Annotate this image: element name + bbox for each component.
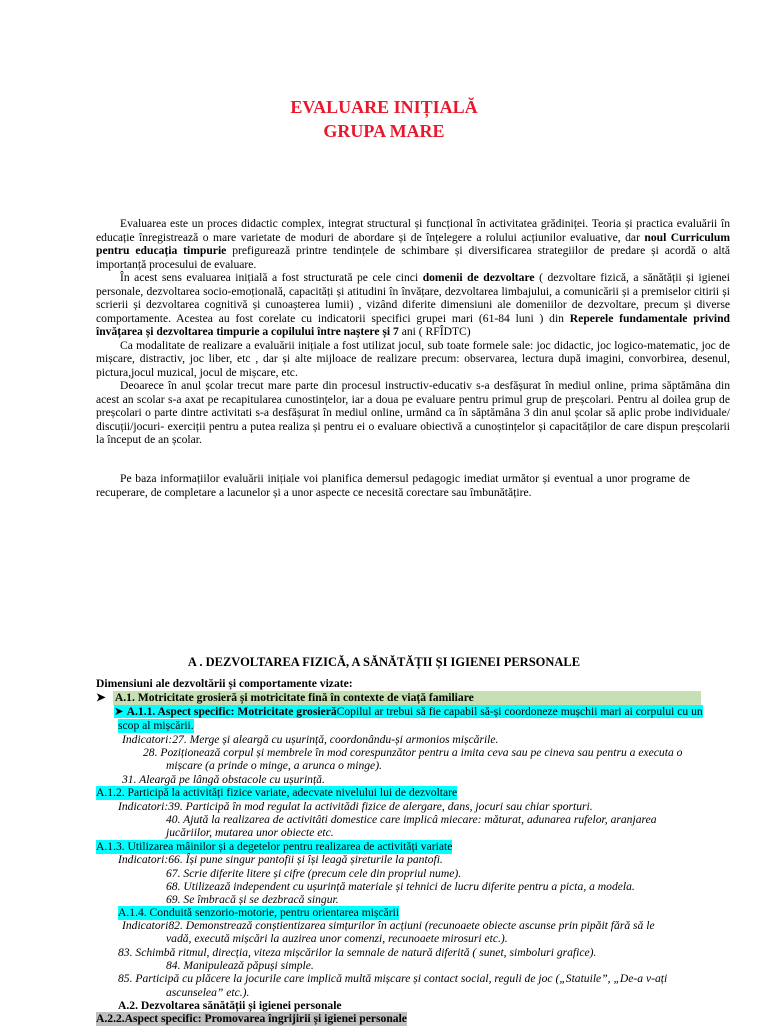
- item-a13: A.1.3. Utilizarea mâinilor și a degetelor pentru realizarea de activități variate: [96, 840, 453, 853]
- item-a22: A.2.2.Aspect specific: Promovarea îngrijirii și igienei personale: [96, 1012, 407, 1025]
- intro-block: [96, 217, 730, 447]
- document-title-line-2: GRUPA MARE: [323, 121, 445, 141]
- indicator-27: Indicatori:27. Merge și aleargă cu ușurință, coordonându-și armonios mișcările.: [122, 733, 499, 746]
- indicator-39: Indicatori:39. Participă în mod regulat la activitădi fizice de alergare, dans, jocuri sau chiar sporturi.: [118, 800, 593, 813]
- intro-p1-text-end: prefigurează printre tendințele de schimbare și diversificarea strategiilor de predare și acordă o altă importanță procesului de evaluare.: [96, 244, 731, 271]
- intro-paragraph-5: Pe baza informațiilor evaluării inițiale voi planifica demersul pedagogic imediat următor și eventual a unor programe de recuperare, de completare a lacunelor și a unor aspecte ce necesită corectare sau îmbunătățire.: [96, 472, 690, 499]
- indicator-68: 68. Utilizează independent cu ușurință materiale și tehnici de lucru diferite pentru a picta, a modela.: [166, 880, 635, 893]
- item-a1-label: A.1. Motricitate grosieră și motricitate fină în contexte de viață familiare: [113, 691, 701, 705]
- arrow-bullet-icon: ➤: [96, 691, 106, 704]
- item-a11-cont: scop al mișcării.: [118, 719, 194, 732]
- intro-paragraph-1: [96, 217, 730, 271]
- item-a11-text: Copilul ar trebui să fie capabil să-și coordoneze mușchii mari ai corpului cu un: [336, 705, 703, 718]
- indicator-28-cont: mișcare (a prinde o minge, a arunca o minge).: [166, 759, 382, 772]
- indicator-40: 40. Ajută la realizarea de activitâti domestice care implicâ miecare: măturat, adunarea rufelor, aranjarea: [166, 813, 657, 826]
- indicator-85-cont: ascunselea” etc.).: [166, 986, 250, 999]
- section-heading: A . DEZVOLTAREA FIZICĂ, A SĂNĂTĂȚII ȘI IGIENEI PERSONALE: [187, 655, 581, 669]
- intro-p2-text-end: ani ( RFÎDTC): [398, 325, 471, 338]
- dimensions-label: Dimensiuni ale dezvoltării și comportamente vizate:: [96, 677, 353, 690]
- indicator-69: 69. Se îmbracă și se dezbracă singur.: [166, 893, 339, 906]
- item-a2: A.2. Dezvoltarea sănătății și igienei personale: [118, 999, 342, 1012]
- document-title-line-1: EVALUARE INIȚIALĂ: [290, 97, 478, 117]
- arrow-bullet-icon: ➤: [114, 705, 127, 718]
- indicator-67: 67. Scrie diferite litere și cifre (precum cele din propriul nume).: [166, 867, 462, 880]
- indicator-83: 83. Schimbă ritmul, direcția, viteza mișcărilor la semnale de natură diferită ( sunet, simboluri grafice).: [118, 946, 597, 959]
- indicator-85: 85. Participă cu plăcere la jocurile care implică multă mișcare și contact social, reguli de joc („Statuile”, „De-a v-ați: [118, 972, 668, 985]
- indicator-82: Indicatori82. Demonstrează conștientizarea simțurilor în acțiuni (recunoaete obiecte ascunse prin pipăit fără să le: [122, 919, 655, 932]
- item-a11: [114, 705, 703, 719]
- item-a12: A.1.2. Participă la activități fizice variate, adecvate nivelului lui de dezvoltare: [96, 786, 458, 799]
- item-a11-label: A.1.1. Aspect specific: Motricitate grosieră: [126, 705, 337, 718]
- indicator-28: 28. Poziționează corpul și membrele în mod corespunzător pentru a imita ceva sau pe cineva sau pentru a executa o: [143, 746, 683, 759]
- intro-p2-emphasis: domenii de dezvoltare: [422, 271, 535, 284]
- intro-paragraph-4: Deoarece în anul școlar trecut mare parte din procesul instructiv-educativ s-a desfășurat în mediul online, prima săptămâna din acest an scolar s-a axat pe recapitularea cunostințelor, iar a doua pe evaluare pentru primul grup de preșcolari. Pentru al doilea grup de preșcolari o parte dintre activitati s-a desfășurat în mediul online, urmând ca în săptămâna 3 din anul școlar să aplic probe individuale/ discuții/jocuri- exerciții pentru a putea realiza și pentru ei o evaluare obiectivă a cunoștințelor și capacităților de care dispun preșcolarii la început de an școlar.: [96, 379, 730, 446]
- intro-p2-text-mid: ( dezvoltare fizică, a sănătății și igienei personale, dezvoltarea socio-emoțională, capacități și atitudini în învățare, dezvoltarea limbajului, a comunicării și a premiselor citirii și scrierii și dezvoltarea cognitivă și cunoașterea lumii) , vizând diferite dimensiuni ale domeniilor de dezvoltare, precum și diverse comportamente. Acestea au fost corelate cu indicatorii specifici grupei mari (61-84 luni ) din: [96, 271, 731, 325]
- indicator-82-cont: vadă, execută mișcări la auzirea unor comenzi, recunoaete mirosuri etc.).: [166, 932, 508, 945]
- indicator-66: Indicatori:66. Își pune singur pantofii și își leagă șireturile la pantofi.: [118, 853, 443, 866]
- indicator-31: 31. Aleargă pe lângă obstacole cu ușurință.: [122, 773, 325, 786]
- intro-p2-emphasis-2: Reperele fundamentale privind învățarea și dezvoltarea timpurie a copilului între naștere și 7: [96, 311, 730, 338]
- intro-paragraph-3: Ca modalitate de realizare a evaluării inițiale a fost utilizat jocul, sub toate formele sale: joc didactic, joc logico-matematic, joc de mișcare, distractiv, joc liber, etc , dar și alte mijloace de realizare precum: observarea, lectura după imagini, convorbirea, desenul, pictura,jocul muzical, jocul de mișcare, etc.: [96, 338, 730, 379]
- intro-p1-emphasis: noul Curriculum pentru educația timpurie: [96, 230, 730, 257]
- intro-p1-text: Evaluarea este un proces didactic complex, integrat structural și funcțional în activitatea grădiniței. Teoria și practica evaluării în educație înregistrează o mare varietate de moduri de abordare și de înțelegere a rolului acțiunilor evaluative, dar: [96, 217, 730, 244]
- intro-paragraph-2: [96, 271, 730, 339]
- indicator-40-cont: jucăriilor, mutarea unor obiecte etc.: [166, 826, 334, 839]
- intro-p2-text: În acest sens evaluarea inițială a fost structurată pe cele cinci: [120, 271, 423, 284]
- item-a1: [96, 691, 701, 705]
- indicator-84: 84. Manipulează păpuși simple.: [166, 959, 314, 972]
- item-a14: A.1.4. Conduită senzorio-motorie, pentru orientarea mișcării: [118, 906, 400, 919]
